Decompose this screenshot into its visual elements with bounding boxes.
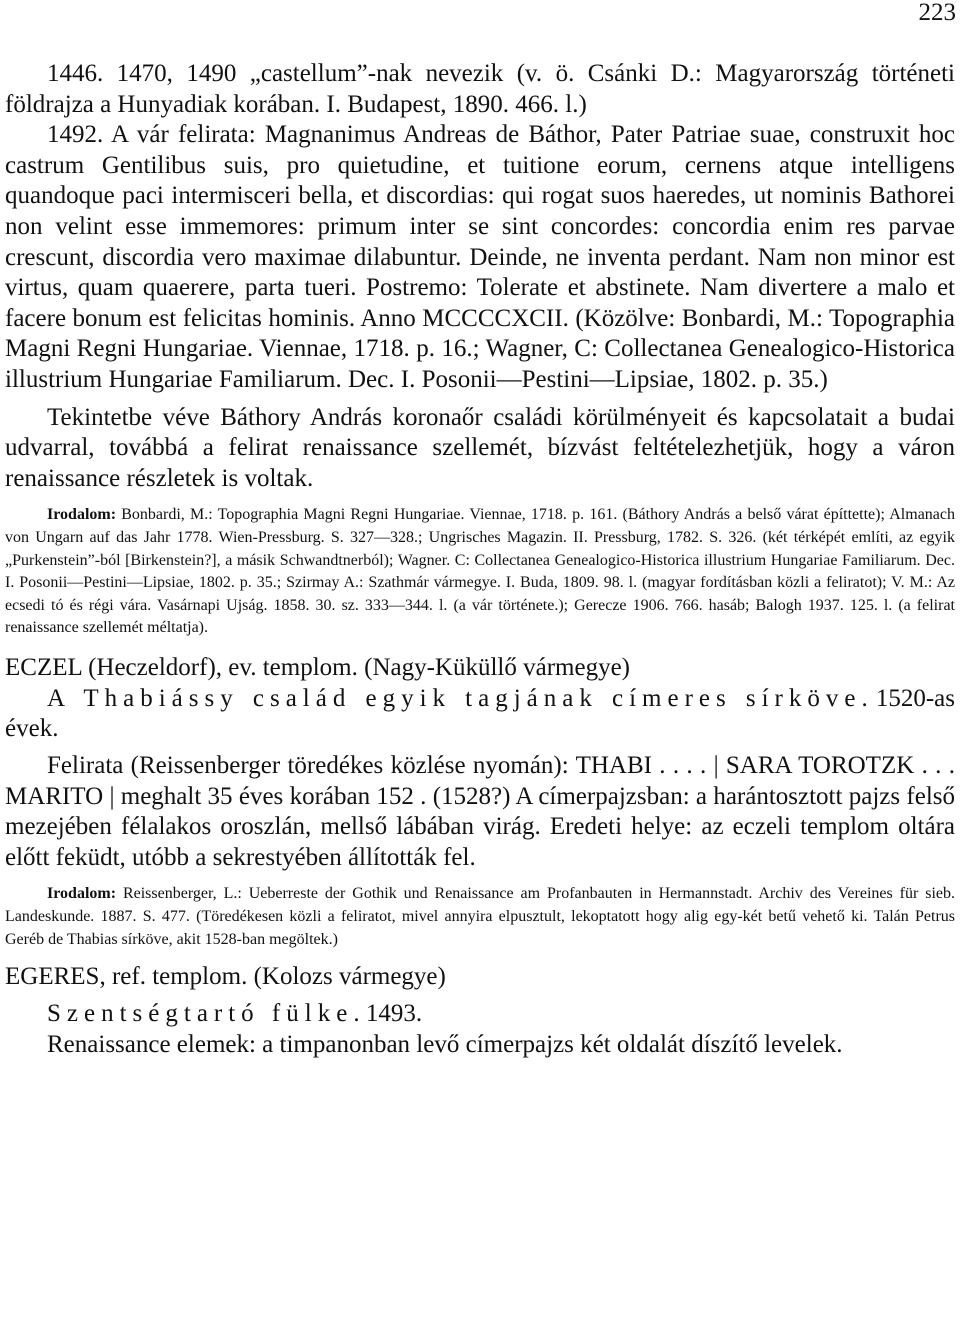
egeres-section [5,961,955,1060]
eczel-literature-text: Reissenberger, L.: Ueberreste der Gothik und Renaissance am Profanbauten in Hermannstadt. Archiv des Vereines für sieb. Landeskunde. 1887. S. 477. (Töredékesen közli a feliratot, mivel annyira elpusztult, lekoptatott hogy alig egy-két betű vehető ki. Talán Petrus Geréb de Thabias sírköve, akit 1528-ban megöltek.) [5,885,955,948]
analysis-paragraph: Tekintetbe véve Báthory András koronaőr családi körülményeit és kapcsolatait a budai udvarral, továbbá a felirat renaissance szellemét, bízvást feltételezhetjük, hogy a váron renaissance részletek is voltak. [5,403,955,492]
egeres-paragraph: Renaissance elemek: a timpanonban levő címerpajzs két oldalát díszítő levelek. [47,1030,843,1058]
literature-label: Irodalom: [47,506,117,524]
eczel-literature-label: Irodalom: [47,885,117,903]
egeres-subtitle-spaced: Szentségtartó fülke [47,1000,354,1028]
eczel-subtitle [5,684,955,745]
egeres-heading: EGERES, ref. templom. (Kolozs vármegye) [5,963,446,991]
inscription-paragraph: 1492. A vár felirata: Magnanimus Andreas de Báthor, Pater Patriae suae, construxit hoc castrum Gentilibus suis, pro quietudine, et tuitione eorum, cernens atque intelligens quandoque paci intermisceri bella, et discordias: qui rogat suos haeredes, ut nominis Bathorei non velint esse immemores: primum inter se sint concordes: concordia enim res parvae crescunt, discordia vero maximae dilabuntur. Deinde, ne inventa perdant. Nam non minor est virtus, quam quaerere, parta tueri. Postremo: Tolerate et abstinete. Nam divertere a malo et facere bonum est felicitas hominis. Anno MCCCCXCII. (Közölve: Bonbardi, M.: Topographia Magni Regni Hungariae. Viennae, 1718. p. 16.; Wagner, C: Collectanea Genealogico-Historica illustrium Hungariae Familiarum. Dec. I. Posonii—Pestini—Lipsiae, 1802. p. 35.) [5,121,955,393]
castellum-paragraph: 1446. 1470, 1490 „castellum”-nak nevezik (v. ö. Csánki D.: Magyarország történeti földrajza a Hunyadiak korában. I. Budapest, 1890. 466. l.) [5,60,955,118]
eczel-literature-paragraph [5,883,955,951]
eczel-subtitle-date: . 1520-as évek. [5,684,955,743]
eczel-inscription-paragraph: Felirata (Reissenberger töredékes közlése nyomán): THABI . . . . | SARA TOROTZK . . . MARITO | meghalt 35 éves korában 152 . (1528?) A címerpajzsban: a harántosztott pajzs felső mezejében félalakos oroszlán, mellső lábában virág. Eredeti helye: az eczeli templom oltára előtt feküdt, utóbb a sekrestyében állították fel. [5,752,955,871]
egeres-subtitle-date: . 1493. [353,1000,423,1028]
eczel-section [5,652,955,951]
castellum-section [5,59,955,640]
literature-paragraph [5,504,955,640]
literature-text: Bonbardi, M.: Topographia Magni Regni Hungariae. Viennae, 1718. p. 161. (Báthory András a belső várat építtette); Almanach von Ungarn auf das Jahr 1778. Wien-Pressburg. S. 327—328.; Ungrisches Magazin. II. Pressburg, 1782. S. 326. (két térképét említi, az egyik „Purkenstein”-ból [Birkenstein?], a másik Schwandtnerból); Wagner. C: Collectanea Genealogico-Historica illustrium Hungariae Familiarum. Dec. I. Posonii—Pestini—Lipsiae, 1802. p. 35.; Szirmay A.: Szathmár vármegye. I. Buda, 1809. 98. l. (magyar fordításban közli a feliratot); V. M.: Az ecsedi tó és régi vára. Vasárnapi Ujság. 1858. 30. sz. 333—344. l. (a vár története.); Gerecze 1906. 766. hasáb; Balogh 1937. 125. l. (a felirat renaissance szellemét méltatja). [5,506,955,637]
page-number: 223 [918,0,956,26]
page-content [5,59,955,1060]
eczel-heading: ECZEL (Heczeldorf), ev. templom. (Nagy-Küküllő vármegye) [5,653,630,681]
eczel-subtitle-spaced: A Thabiássy család egyik tagjának címeres sírköve [47,684,862,712]
egeres-subtitle [5,999,955,1030]
